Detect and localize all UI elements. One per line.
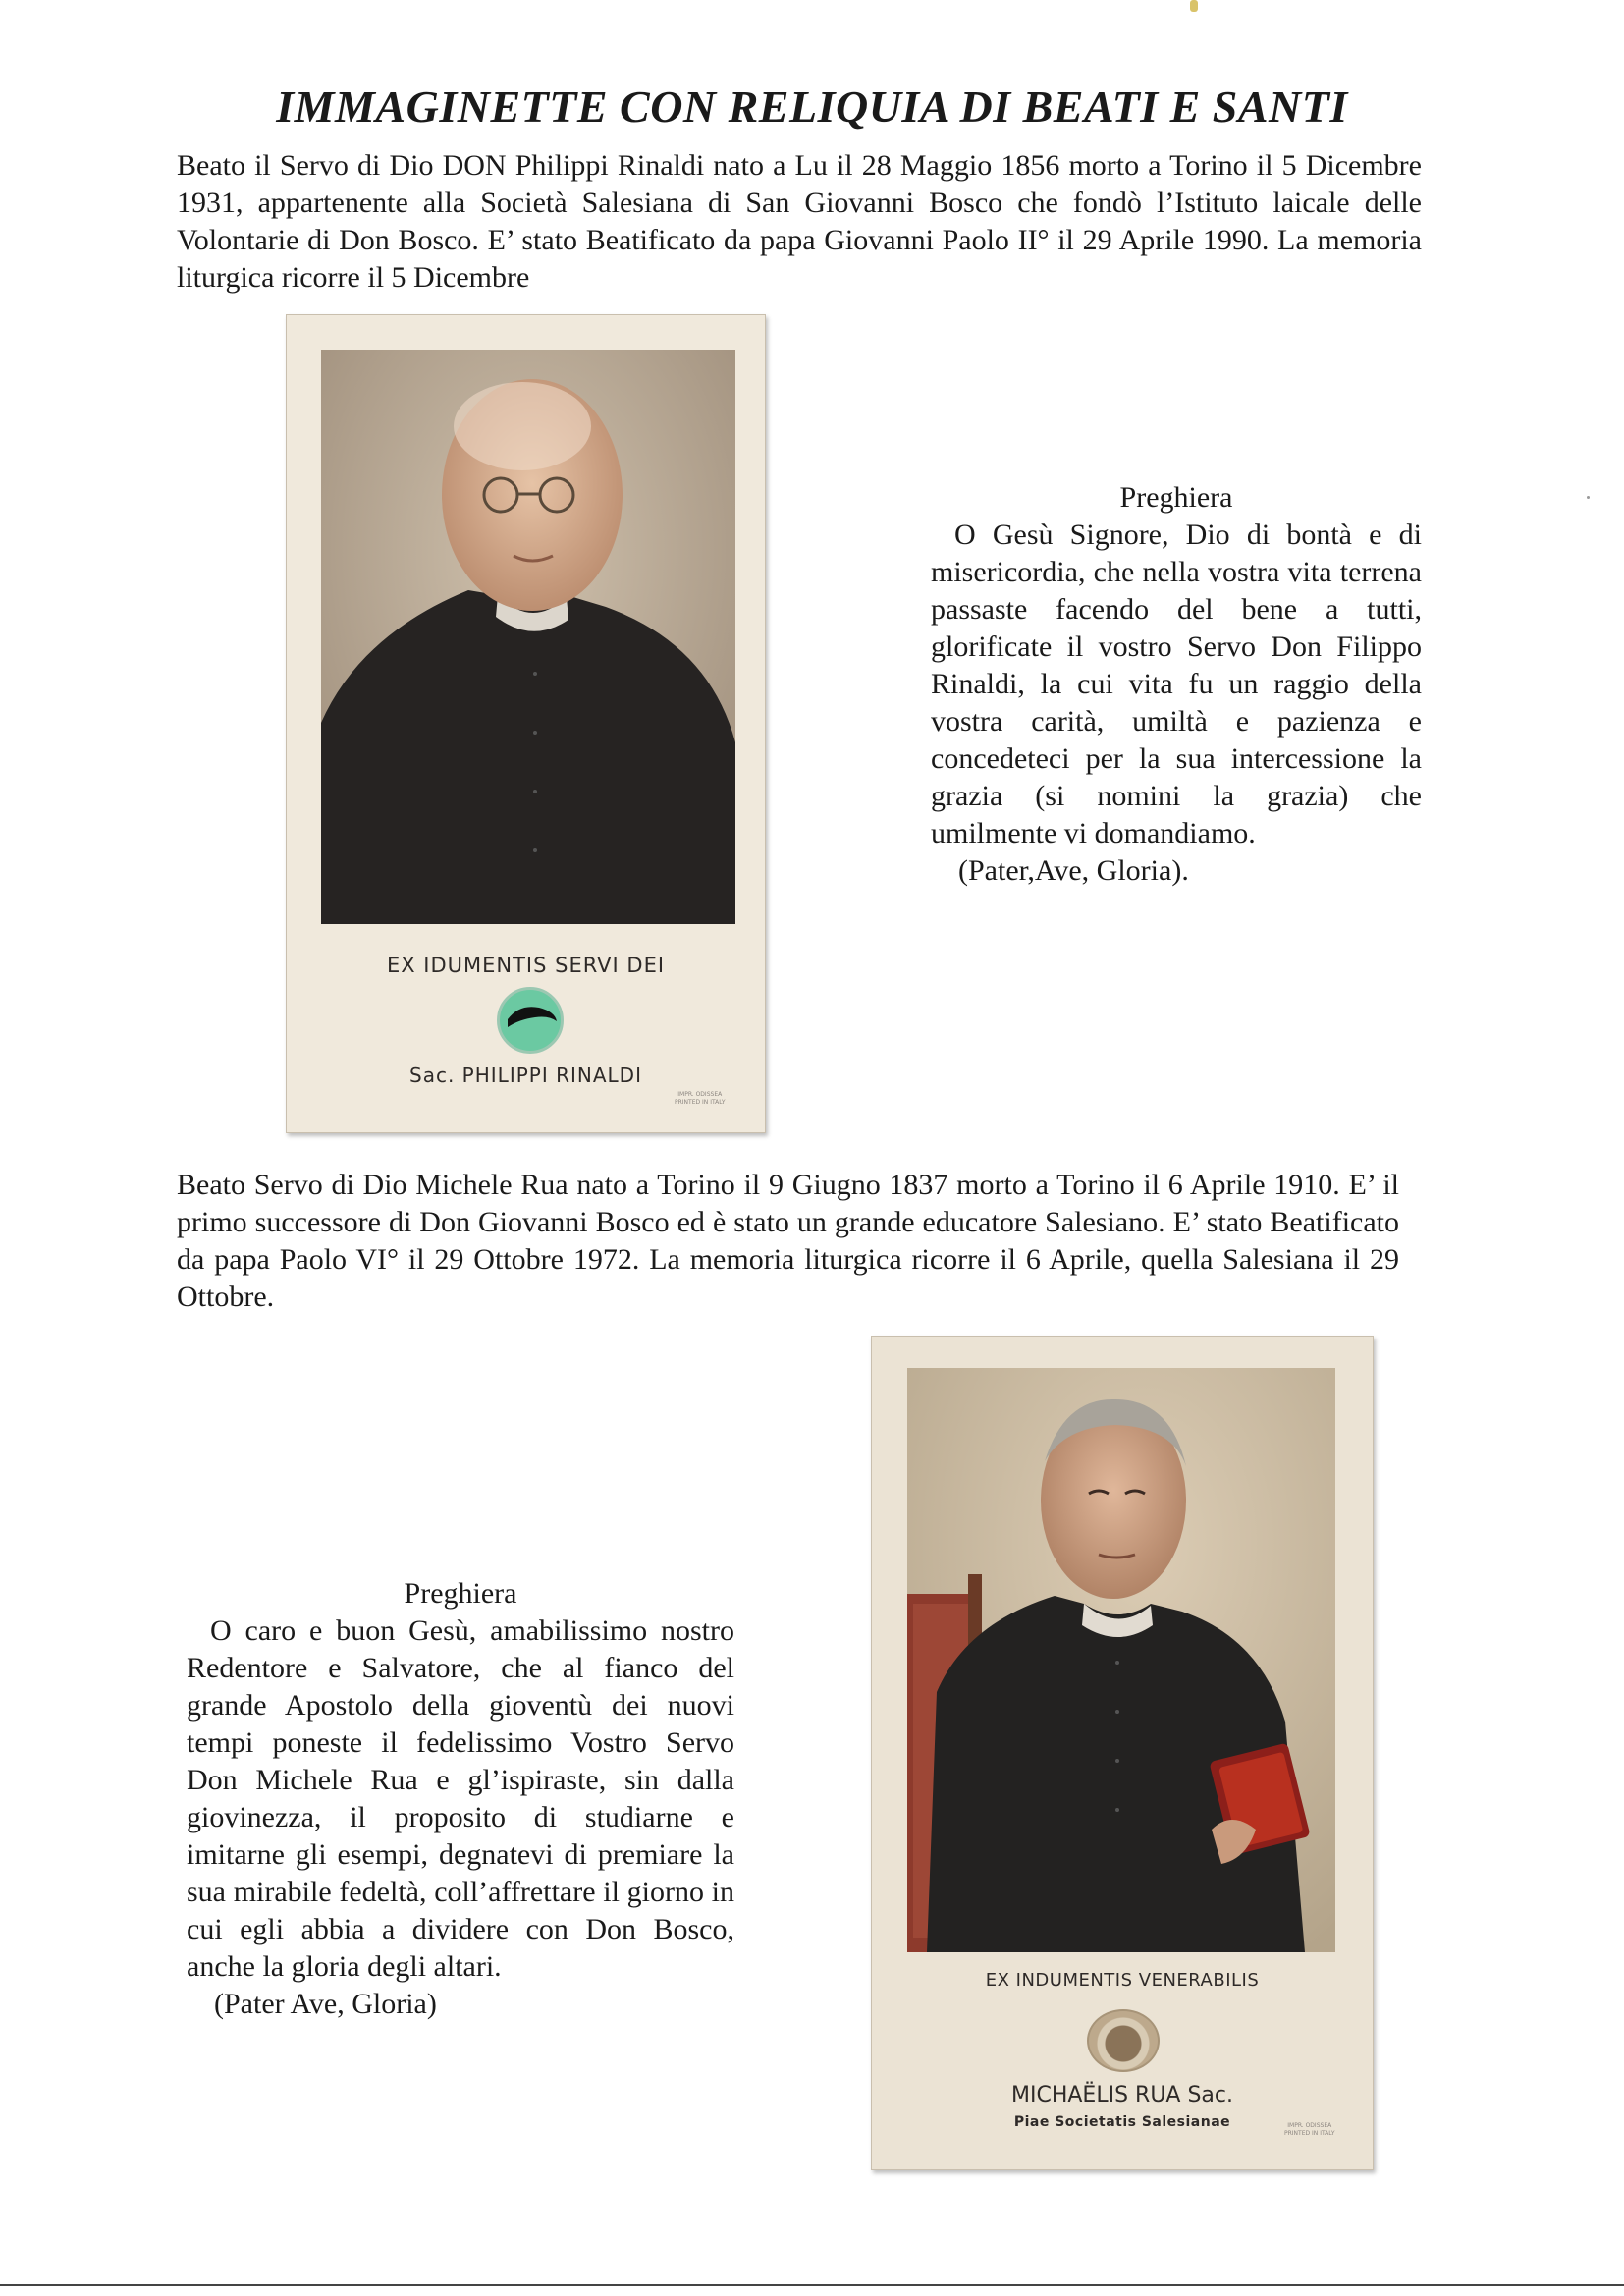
printer-line-2: PRINTED IN ITALY (675, 1099, 726, 1106)
society-caption: Piae Societatis Salesianae (1013, 2114, 1231, 2130)
scan-dot (1587, 496, 1590, 499)
prayer-closing: (Pater Ave, Gloria) (214, 1988, 437, 2020)
rua-portrait-illustration (907, 1368, 1335, 1952)
prayer-heading: Preghiera (404, 1577, 517, 1610)
relic-fragment-icon (500, 990, 561, 1051)
printer-line-1: IMPR. ODISSEA (677, 1091, 723, 1098)
printer-line-2: PRINTED IN ITALY (1284, 2130, 1335, 2137)
scan-mark (1190, 0, 1198, 12)
relic-window (497, 987, 564, 1054)
bottom-rule (0, 2284, 1624, 2286)
relic-caption: EX IDUMENTIS SERVI DEI (386, 954, 666, 977)
rinaldi-holy-card (286, 314, 766, 1133)
prayer-text: O caro e buon Gesù, amabilissimo nostro Redentore e Salvatore, che al fianco del grande Apostolo della gioventù dei nuovi tempi poneste il fedelissimo Vostro Servo Don Michele Rua e gl’ispiraste, sin dalla giovinezza, il proposito di studiarne e imitarne gli esempi, degnatevi di premiare la sua mirabile fedeltà, coll’affrettare il giorno in cui egli abbia a dividere con Don Bosco, anche la gloria degli altari. (187, 1614, 734, 1983)
page-title: IMMAGINETTE CON RELIQUIA DI BEATI E SANTI (276, 82, 1348, 132)
rinaldi-portrait-illustration (321, 350, 735, 924)
prayer-text: O Gesù Signore, Dio di bontà e di misericordia, che nella vostra vita terrena passaste facendo del bene a tutti, glorificate il vostro Servo Don Filippo Rinaldi, la cui vita fu un raggio della vostra carità, umiltà e pazienza e concedeteci per la sua intercessione la grazia (si nomini la grazia) che umilmente vi domandiamo. (931, 519, 1422, 849)
prayer-heading: Preghiera (1119, 481, 1233, 514)
rua-biography: Beato Servo di Dio Michele Rua nato a Torino il 9 Giugno 1837 morto a Torino il 6 Aprile 1910. E’ il primo successore di Don Giovanni Bosco ed è stato un grande educatore Salesiano. E’ stato Beatificato da papa Paolo VI° il 29 Ottobre 1972. La memoria liturgica ricorre il 6 Aprile, quella Salesiana il 29 Ottobre. (177, 1169, 1399, 1313)
rinaldi-prayer (931, 479, 1422, 890)
saint-name-caption: MICHAËLIS RUA Sac. (1011, 2083, 1233, 2107)
saint-name-caption: Sac. PHILIPPI RINALDI (409, 1064, 642, 1087)
rua-holy-card (871, 1336, 1374, 2170)
relic-window (1087, 2009, 1160, 2072)
printer-line-1: IMPR. ODISSEA (1287, 2122, 1332, 2129)
printer-mark (1284, 2122, 1334, 2138)
prayer-closing: (Pater,Ave, Gloria). (958, 854, 1189, 887)
printer-mark (675, 1091, 725, 1107)
rinaldi-biography: Beato il Servo di Dio DON Philippi Rinaldi nato a Lu il 28 Maggio 1856 morto a Torino il 5 Dicembre 1931, appartenente alla Società Salesiana di San Giovanni Bosco che fondò l’Istituto laicale delle Volontarie di Don Bosco. E’ stato Beatificato da papa Giovanni Paolo II° il 29 Aprile 1990. La memoria liturgica ricorre il 5 Dicembre (177, 149, 1422, 294)
rua-portrait (907, 1368, 1335, 1952)
rinaldi-portrait (321, 350, 735, 924)
relic-caption: EX INDUMENTIS VENERABILIS (985, 1970, 1260, 1991)
rua-prayer (187, 1575, 734, 2023)
